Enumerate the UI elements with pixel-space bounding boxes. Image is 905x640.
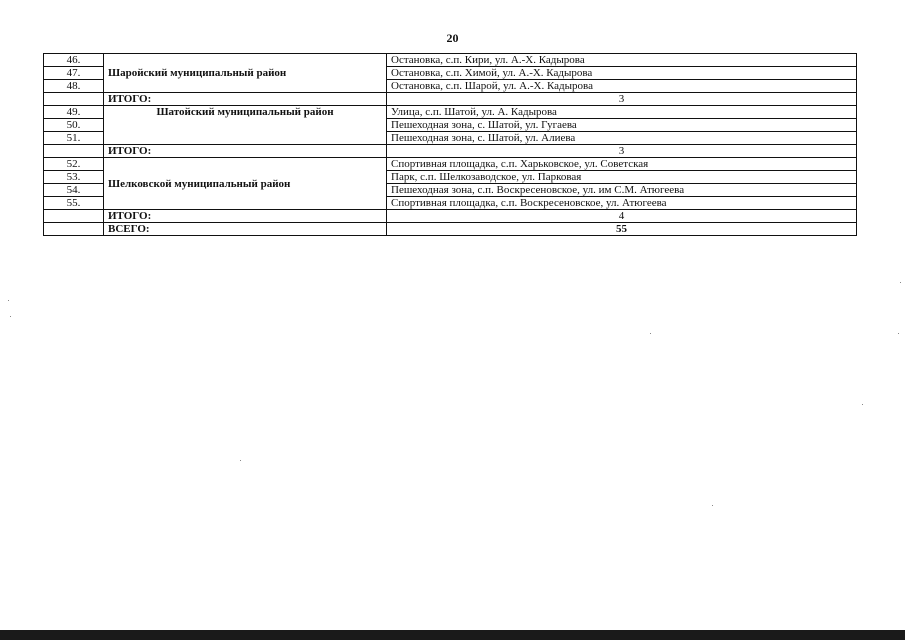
row-number: 52.: [44, 158, 104, 171]
subtotal-label: ИТОГО:: [104, 93, 387, 106]
scan-speck: [10, 316, 11, 317]
scan-speck: [712, 505, 713, 506]
object-description: Спортивная площадка, с.п. Воскресеновское, ул. Атюгеева: [387, 197, 857, 210]
scan-speck: [900, 282, 901, 283]
row-number: 49.: [44, 106, 104, 119]
row-number-empty: [44, 145, 104, 158]
subtotal-row: [44, 210, 857, 223]
subtotal-label: ИТОГО:: [104, 210, 387, 223]
subtotal-label: ИТОГО:: [104, 145, 387, 158]
registry-table: [43, 53, 857, 236]
object-description: Остановка, с.п. Шарой, ул. А.-Х. Кадырова: [387, 80, 857, 93]
row-number: 50.: [44, 119, 104, 132]
subtotal-value: 3: [387, 93, 857, 106]
scan-speck: [240, 460, 241, 461]
district-name: Шатойский муниципальный район: [104, 106, 387, 145]
grand-total-value: 55: [387, 223, 857, 236]
object-description: Парк, с.п. Шелкозаводское, ул. Парковая: [387, 171, 857, 184]
row-number-empty: [44, 210, 104, 223]
object-description: Улица, с.п. Шатой, ул. А. Кадырова: [387, 106, 857, 119]
grand-total-label: ВСЕГО:: [104, 223, 387, 236]
object-description: Пешеходная зона, с. Шатой, ул. Гугаева: [387, 119, 857, 132]
row-number: 53.: [44, 171, 104, 184]
row-number: 48.: [44, 80, 104, 93]
row-number: 55.: [44, 197, 104, 210]
table-row: [44, 158, 857, 171]
row-number: 51.: [44, 132, 104, 145]
grand-total-row: [44, 223, 857, 236]
row-number: 47.: [44, 67, 104, 80]
row-number-empty: [44, 93, 104, 106]
scan-speck: [8, 300, 9, 301]
table-row: [44, 54, 857, 67]
object-description: Пешеходная зона, с. Шатой, ул. Алиева: [387, 132, 857, 145]
scan-bottom-edge: [0, 630, 905, 640]
subtotal-value: 3: [387, 145, 857, 158]
scan-speck: [898, 333, 899, 334]
subtotal-row: [44, 145, 857, 158]
scan-speck: [862, 404, 863, 405]
object-description: Спортивная площадка, с.п. Харьковское, ул. Советская: [387, 158, 857, 171]
object-description: Остановка, с.п. Химой, ул. А.-Х. Кадырова: [387, 67, 857, 80]
district-name: Шелковской муниципальный район: [104, 158, 387, 210]
row-number: 46.: [44, 54, 104, 67]
scan-speck: [650, 333, 651, 334]
table-row: [44, 106, 857, 119]
row-number-empty: [44, 223, 104, 236]
object-description: Пешеходная зона, с.п. Воскресеновское, ул. им С.М. Атюгеева: [387, 184, 857, 197]
row-number: 54.: [44, 184, 104, 197]
subtotal-row: [44, 93, 857, 106]
object-description: Остановка, с.п. Кири, ул. А.-Х. Кадырова: [387, 54, 857, 67]
subtotal-value: 4: [387, 210, 857, 223]
district-name: Шаройский муниципальный район: [104, 54, 387, 93]
page-number: 20: [446, 31, 459, 45]
